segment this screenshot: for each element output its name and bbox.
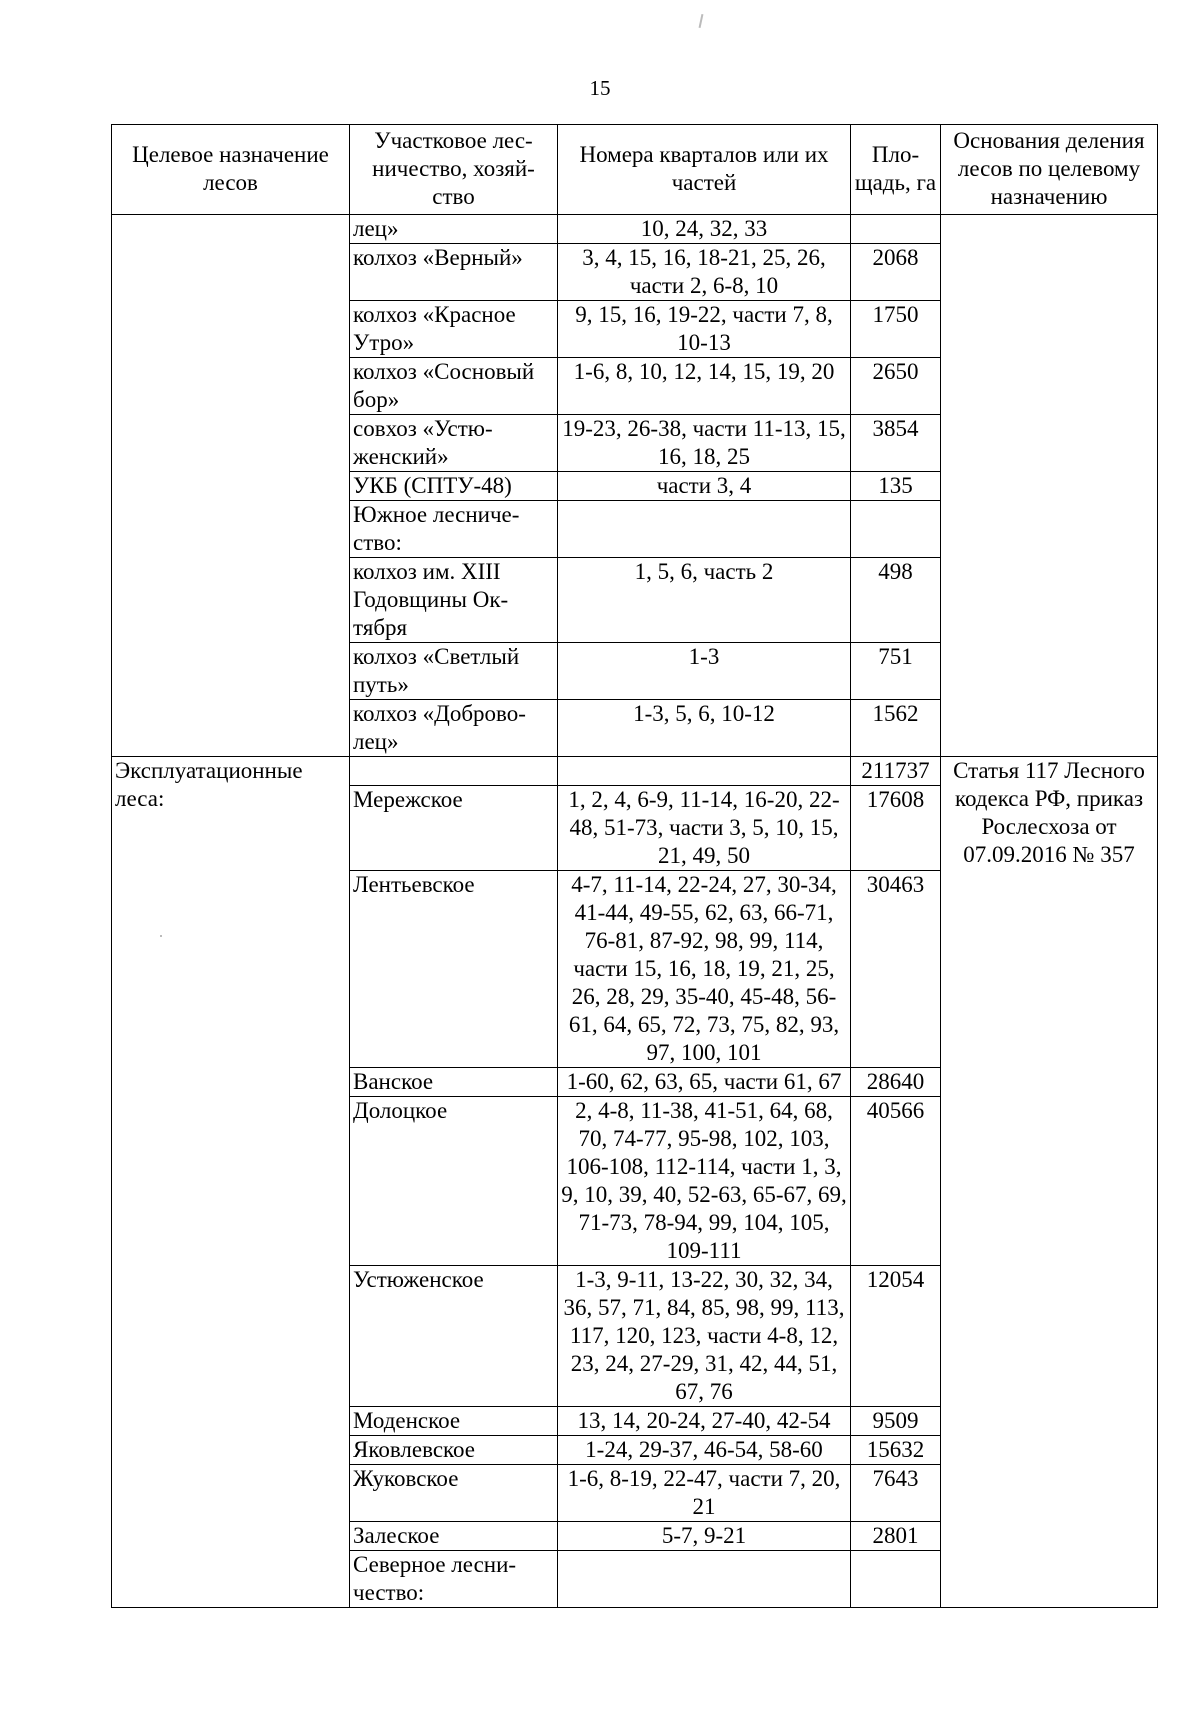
quarters-cell: 1-3, 9-11, 13-22, 30, 32, 34, 36, 57, 71, 84, 85, 98, 99, 113, 117, 120, 123, части 4-8, 12, 23, 24, 27-29, 31, 42, 44, 51, 67, 76 [558,1266,851,1407]
quarters-cell: 10, 24, 32, 33 [558,215,851,244]
total-area-cell: 211737 [851,757,941,786]
header-area: Пло-щадь, га [851,125,941,215]
unit-cell: лец» [350,215,558,244]
area-cell: 2068 [851,244,941,301]
unit-cell: колхоз «Верный» [350,244,558,301]
unit-cell: Мережское [350,786,558,871]
quarters-cell: 9, 15, 16, 19-22, части 7, 8, 10-13 [558,301,851,358]
table-row-exploitation-total [112,757,1158,786]
area-cell: 9509 [851,1407,941,1436]
quarters-cell: 3, 4, 15, 16, 18-21, 25, 26, части 2, 6-8, 10 [558,244,851,301]
quarters-cell: 1-3, 5, 6, 10-12 [558,700,851,757]
unit-cell: Яковлевское [350,1436,558,1465]
table-row [112,215,1158,244]
area-cell: 12054 [851,1266,941,1407]
area-cell: 1750 [851,301,941,358]
area-cell [851,501,941,558]
quarters-cell: 1-3 [558,643,851,700]
quarters-cell: 1-6, 8, 10, 12, 14, 15, 19, 20 [558,358,851,415]
quarters-cell: 5-7, 9-21 [558,1522,851,1551]
unit-cell: колхоз им. XIII Годовщины Ок-тября [350,558,558,643]
quarters-cell: 2, 4-8, 11-38, 41-51, 64, 68, 70, 74-77, 95-98, 102, 103, 106-108, 112-114, части 1, 3, 9, 10, 39, 40, 52-63, 65-67, 69, 71-73, 78-94, 99, 104, 105, 109-111 [558,1097,851,1266]
quarters-cell: 1, 5, 6, часть 2 [558,558,851,643]
unit-cell: Северное лесни-чество: [350,1551,558,1608]
header-basis: Основания деления лесов по целевому назначению [941,125,1158,215]
area-cell: 2801 [851,1522,941,1551]
unit-cell: Моденское [350,1407,558,1436]
quarters-cell: 1, 2, 4, 6-9, 11-14, 16-20, 22-48, 51-73, части 3, 5, 10, 15, 21, 49, 50 [558,786,851,871]
unit-cell: Ванское [350,1068,558,1097]
quarters-cell: 13, 14, 20-24, 27-40, 42-54 [558,1407,851,1436]
area-cell: 7643 [851,1465,941,1522]
page-number: 15 [589,76,611,100]
quarters-cell [558,1551,851,1608]
header-unit: Участковое лес-ничество, хозяй-ство [350,125,558,215]
header-purpose: Целевое назначение лесов [112,125,350,215]
scan-artifact-mark [699,14,704,28]
quarters-cell [558,501,851,558]
area-cell: 3854 [851,415,941,472]
header-quarters: Номера кварталов или их частей [558,125,851,215]
area-cell: 30463 [851,871,941,1068]
unit-cell: Южное лесниче-ство: [350,501,558,558]
purpose-cell-continued [112,215,350,757]
area-cell: 751 [851,643,941,700]
unit-cell-empty [350,757,558,786]
area-cell: 2650 [851,358,941,415]
purpose-cell-exploitation: Эксплуатационные леса: [112,757,350,1608]
unit-cell: Лентьевское [350,871,558,1068]
header-row [112,125,1158,215]
area-cell [851,215,941,244]
area-cell: 135 [851,472,941,501]
area-cell: 28640 [851,1068,941,1097]
area-cell [851,1551,941,1608]
unit-cell: колхоз «Сосновый бор» [350,358,558,415]
quarters-cell: 1-60, 62, 63, 65, части 61, 67 [558,1068,851,1097]
basis-cell-continued [941,215,1158,757]
quarters-cell-empty [558,757,851,786]
unit-cell: Жуковское [350,1465,558,1522]
quarters-cell: части 3, 4 [558,472,851,501]
area-cell: 17608 [851,786,941,871]
unit-cell: колхоз «Светлый путь» [350,643,558,700]
unit-cell: УКБ (СПТУ-48) [350,472,558,501]
quarters-cell: 1-6, 8-19, 22-47, части 7, 20, 21 [558,1465,851,1522]
unit-cell: Долоцкое [350,1097,558,1266]
quarters-cell: 19-23, 26-38, части 11-13, 15, 16, 18, 25 [558,415,851,472]
quarters-cell: 4-7, 11-14, 22-24, 27, 30-34, 41-44, 49-55, 62, 63, 66-71, 76-81, 87-92, 98, 99, 114, части 15, 16, 18, 19, 21, 25, 26, 28, 29, 35-40, 45-48, 56-61, 64, 65, 72, 73, 75, 82, 93, 97, 100, 101 [558,871,851,1068]
quarters-cell: 1-24, 29-37, 46-54, 58-60 [558,1436,851,1465]
unit-cell: Устюженское [350,1266,558,1407]
unit-cell: совхоз «Устю-женский» [350,415,558,472]
unit-cell: колхоз «Доброво-лец» [350,700,558,757]
unit-cell: колхоз «Красное Утро» [350,301,558,358]
basis-cell-exploitation: Статья 117 Лесного кодекса РФ, приказ Рослесхоза от 07.09.2016 № 357 [941,757,1158,1608]
area-cell: 40566 [851,1097,941,1266]
area-cell: 1562 [851,700,941,757]
area-cell: 498 [851,558,941,643]
unit-cell: Залеское [350,1522,558,1551]
area-cell: 15632 [851,1436,941,1465]
forest-purpose-table [111,124,1158,1608]
